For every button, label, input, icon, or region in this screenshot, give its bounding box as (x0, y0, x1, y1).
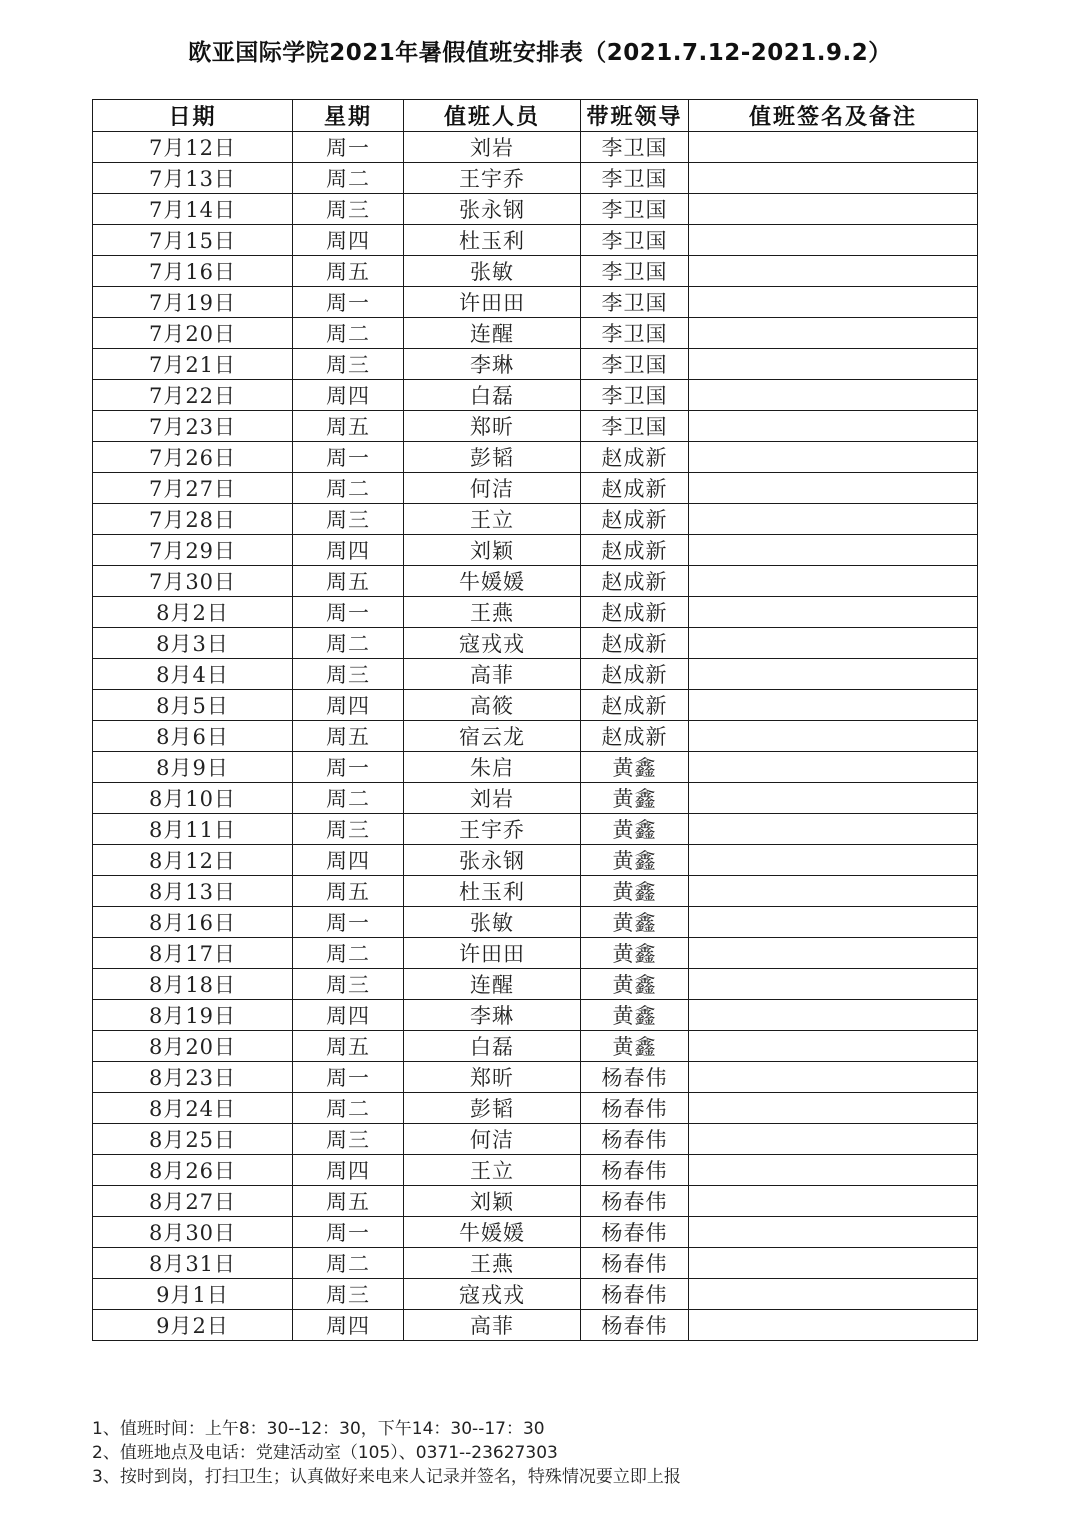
cell-leader: 李卫国 (581, 225, 689, 256)
cell-sign[interactable] (689, 969, 978, 1000)
cell-sign[interactable] (689, 659, 978, 690)
cell-leader: 李卫国 (581, 132, 689, 163)
cell-staff: 连醒 (404, 969, 581, 1000)
cell-date: 8月19日 (93, 1000, 293, 1031)
cell-leader: 赵成新 (581, 597, 689, 628)
table-row (93, 473, 978, 504)
cell-sign[interactable] (689, 535, 978, 566)
table-row (93, 628, 978, 659)
cell-leader: 李卫国 (581, 349, 689, 380)
cell-weekday: 周一 (293, 907, 404, 938)
cell-staff: 许田田 (404, 938, 581, 969)
cell-leader: 赵成新 (581, 566, 689, 597)
cell-sign[interactable] (689, 194, 978, 225)
cell-staff: 郑昕 (404, 411, 581, 442)
cell-weekday: 周五 (293, 1186, 404, 1217)
cell-staff: 杜玉利 (404, 225, 581, 256)
cell-date: 8月17日 (93, 938, 293, 969)
cell-staff: 连醒 (404, 318, 581, 349)
cell-staff: 张永钢 (404, 845, 581, 876)
cell-weekday: 周二 (293, 473, 404, 504)
cell-sign[interactable] (689, 938, 978, 969)
table-row (93, 1248, 978, 1279)
table-row (93, 442, 978, 473)
table-row (93, 1310, 978, 1341)
table-row (93, 752, 978, 783)
cell-leader: 杨春伟 (581, 1062, 689, 1093)
cell-sign[interactable] (689, 1124, 978, 1155)
table-row (93, 411, 978, 442)
cell-staff: 刘颖 (404, 535, 581, 566)
cell-date: 7月20日 (93, 318, 293, 349)
cell-leader: 杨春伟 (581, 1186, 689, 1217)
cell-weekday: 周四 (293, 1000, 404, 1031)
cell-sign[interactable] (689, 690, 978, 721)
cell-date: 7月30日 (93, 566, 293, 597)
note-requirements: 3、按时到岗，打扫卫生；认真做好来电来人记录并签名，特殊情况要立即上报 (92, 1467, 681, 1487)
cell-weekday: 周四 (293, 845, 404, 876)
table-row (93, 814, 978, 845)
cell-date: 9月2日 (93, 1310, 293, 1341)
cell-date: 7月15日 (93, 225, 293, 256)
cell-staff: 许田田 (404, 287, 581, 318)
cell-weekday: 周二 (293, 1093, 404, 1124)
table-row (93, 783, 978, 814)
column-header-weekday: 星期 (293, 100, 404, 132)
column-header-leader: 带班领导 (581, 100, 689, 132)
cell-date: 8月20日 (93, 1031, 293, 1062)
cell-staff: 张敏 (404, 256, 581, 287)
cell-date: 7月16日 (93, 256, 293, 287)
cell-sign[interactable] (689, 628, 978, 659)
cell-weekday: 周二 (293, 938, 404, 969)
table-row (93, 907, 978, 938)
cell-sign[interactable] (689, 132, 978, 163)
cell-sign[interactable] (689, 1279, 978, 1310)
cell-sign[interactable] (689, 597, 978, 628)
cell-sign[interactable] (689, 1310, 978, 1341)
table-row (93, 1279, 978, 1310)
cell-leader: 杨春伟 (581, 1217, 689, 1248)
cell-sign[interactable] (689, 380, 978, 411)
column-header-date: 日期 (93, 100, 293, 132)
cell-leader: 黄鑫 (581, 907, 689, 938)
cell-sign[interactable] (689, 473, 978, 504)
table-row (93, 194, 978, 225)
cell-leader: 黄鑫 (581, 752, 689, 783)
cell-leader: 黄鑫 (581, 814, 689, 845)
cell-leader: 黄鑫 (581, 845, 689, 876)
cell-weekday: 周一 (293, 1217, 404, 1248)
cell-date: 8月5日 (93, 690, 293, 721)
cell-leader: 赵成新 (581, 721, 689, 752)
cell-sign[interactable] (689, 225, 978, 256)
cell-leader: 李卫国 (581, 256, 689, 287)
cell-leader: 黄鑫 (581, 1031, 689, 1062)
cell-weekday: 周一 (293, 132, 404, 163)
cell-sign[interactable] (689, 1000, 978, 1031)
cell-date: 8月13日 (93, 876, 293, 907)
cell-date: 8月11日 (93, 814, 293, 845)
cell-weekday: 周三 (293, 349, 404, 380)
notes-section (92, 1417, 681, 1489)
cell-leader: 赵成新 (581, 504, 689, 535)
cell-staff: 张敏 (404, 907, 581, 938)
cell-sign[interactable] (689, 814, 978, 845)
cell-sign[interactable] (689, 163, 978, 194)
column-header-sign: 值班签名及备注 (689, 100, 978, 132)
cell-date: 8月26日 (93, 1155, 293, 1186)
cell-staff: 刘岩 (404, 783, 581, 814)
cell-sign[interactable] (689, 1217, 978, 1248)
cell-weekday: 周五 (293, 256, 404, 287)
table-row (93, 132, 978, 163)
table-row (93, 163, 978, 194)
cell-staff: 王宇乔 (404, 163, 581, 194)
cell-leader: 杨春伟 (581, 1248, 689, 1279)
cell-date: 9月1日 (93, 1279, 293, 1310)
cell-weekday: 周五 (293, 876, 404, 907)
cell-staff: 张永钢 (404, 194, 581, 225)
cell-weekday: 周三 (293, 969, 404, 1000)
cell-sign[interactable] (689, 907, 978, 938)
cell-staff: 彭韬 (404, 1093, 581, 1124)
cell-staff: 高筱 (404, 690, 581, 721)
cell-weekday: 周三 (293, 1124, 404, 1155)
cell-staff: 牛媛媛 (404, 566, 581, 597)
page-title: 欧亚国际学院2021年暑假值班安排表（2021.7.12-2021.9.2） (188, 40, 892, 66)
cell-sign[interactable] (689, 566, 978, 597)
cell-leader: 李卫国 (581, 380, 689, 411)
table-row (93, 1000, 978, 1031)
cell-date: 8月25日 (93, 1124, 293, 1155)
cell-sign[interactable] (689, 504, 978, 535)
cell-date: 7月28日 (93, 504, 293, 535)
cell-leader: 赵成新 (581, 690, 689, 721)
cell-staff: 何洁 (404, 473, 581, 504)
duty-schedule-table (92, 99, 978, 1341)
cell-date: 7月22日 (93, 380, 293, 411)
table-row (93, 225, 978, 256)
cell-staff: 白磊 (404, 1031, 581, 1062)
cell-sign[interactable] (689, 721, 978, 752)
table-row (93, 876, 978, 907)
cell-staff: 寇戎戎 (404, 1279, 581, 1310)
cell-leader: 杨春伟 (581, 1279, 689, 1310)
cell-weekday: 周一 (293, 442, 404, 473)
cell-date: 8月3日 (93, 628, 293, 659)
cell-leader: 黄鑫 (581, 969, 689, 1000)
table-row (93, 1093, 978, 1124)
cell-date: 8月6日 (93, 721, 293, 752)
cell-date: 7月12日 (93, 132, 293, 163)
cell-sign[interactable] (689, 1248, 978, 1279)
cell-leader: 黄鑫 (581, 783, 689, 814)
cell-date: 7月29日 (93, 535, 293, 566)
table-row (93, 380, 978, 411)
cell-sign[interactable] (689, 287, 978, 318)
cell-sign[interactable] (689, 442, 978, 473)
cell-leader: 赵成新 (581, 535, 689, 566)
cell-leader: 赵成新 (581, 628, 689, 659)
table-row (93, 969, 978, 1000)
cell-date: 7月14日 (93, 194, 293, 225)
cell-staff: 白磊 (404, 380, 581, 411)
cell-date: 8月10日 (93, 783, 293, 814)
table-row (93, 256, 978, 287)
cell-staff: 王宇乔 (404, 814, 581, 845)
cell-sign[interactable] (689, 845, 978, 876)
table-row (93, 504, 978, 535)
table-row (93, 1062, 978, 1093)
cell-sign[interactable] (689, 1031, 978, 1062)
cell-sign[interactable] (689, 1186, 978, 1217)
table-row (93, 597, 978, 628)
cell-weekday: 周一 (293, 597, 404, 628)
cell-weekday: 周一 (293, 287, 404, 318)
cell-sign[interactable] (689, 783, 978, 814)
cell-date: 8月2日 (93, 597, 293, 628)
cell-weekday: 周四 (293, 1310, 404, 1341)
cell-date: 8月23日 (93, 1062, 293, 1093)
cell-sign[interactable] (689, 318, 978, 349)
cell-date: 8月31日 (93, 1248, 293, 1279)
cell-staff: 刘岩 (404, 132, 581, 163)
table-row (93, 349, 978, 380)
cell-weekday: 周四 (293, 535, 404, 566)
cell-leader: 杨春伟 (581, 1124, 689, 1155)
cell-sign[interactable] (689, 1093, 978, 1124)
cell-staff: 李琳 (404, 349, 581, 380)
cell-weekday: 周三 (293, 504, 404, 535)
cell-staff: 王立 (404, 1155, 581, 1186)
cell-weekday: 周二 (293, 783, 404, 814)
cell-date: 8月30日 (93, 1217, 293, 1248)
cell-leader: 杨春伟 (581, 1310, 689, 1341)
cell-staff: 宿云龙 (404, 721, 581, 752)
cell-weekday: 周二 (293, 163, 404, 194)
cell-leader: 李卫国 (581, 287, 689, 318)
cell-weekday: 周一 (293, 752, 404, 783)
table-row (93, 938, 978, 969)
cell-staff: 郑昕 (404, 1062, 581, 1093)
cell-staff: 刘颖 (404, 1186, 581, 1217)
table-row (93, 845, 978, 876)
table-row (93, 287, 978, 318)
cell-weekday: 周三 (293, 194, 404, 225)
table-body (93, 132, 978, 1341)
cell-leader: 黄鑫 (581, 1000, 689, 1031)
cell-weekday: 周五 (293, 411, 404, 442)
cell-date: 8月18日 (93, 969, 293, 1000)
cell-staff: 王燕 (404, 1248, 581, 1279)
cell-leader: 赵成新 (581, 442, 689, 473)
cell-staff: 寇戎戎 (404, 628, 581, 659)
table-header-row (93, 100, 978, 132)
cell-weekday: 周三 (293, 1279, 404, 1310)
cell-date: 8月12日 (93, 845, 293, 876)
cell-date: 7月19日 (93, 287, 293, 318)
cell-date: 8月4日 (93, 659, 293, 690)
cell-staff: 王燕 (404, 597, 581, 628)
cell-staff: 杜玉利 (404, 876, 581, 907)
cell-date: 8月24日 (93, 1093, 293, 1124)
cell-leader: 李卫国 (581, 411, 689, 442)
cell-staff: 何洁 (404, 1124, 581, 1155)
cell-staff: 王立 (404, 504, 581, 535)
table-row (93, 566, 978, 597)
cell-staff: 牛媛媛 (404, 1217, 581, 1248)
note-duty-time: 1、值班时间：上午8：30--12：30，下午14：30--17：30 (92, 1419, 545, 1439)
table-row (93, 1217, 978, 1248)
cell-date: 8月27日 (93, 1186, 293, 1217)
cell-staff: 彭韬 (404, 442, 581, 473)
cell-weekday: 周三 (293, 814, 404, 845)
cell-staff: 高菲 (404, 1310, 581, 1341)
cell-sign[interactable] (689, 411, 978, 442)
note-location-phone: 2、值班地点及电话：党建活动室（105）、0371--23627303 (92, 1443, 558, 1463)
cell-leader: 杨春伟 (581, 1093, 689, 1124)
table-row (93, 690, 978, 721)
cell-weekday: 周二 (293, 1248, 404, 1279)
table-row (93, 721, 978, 752)
cell-date: 7月13日 (93, 163, 293, 194)
cell-leader: 杨春伟 (581, 1155, 689, 1186)
cell-weekday: 周四 (293, 1155, 404, 1186)
cell-weekday: 周三 (293, 659, 404, 690)
cell-leader: 李卫国 (581, 194, 689, 225)
cell-date: 8月16日 (93, 907, 293, 938)
cell-date: 7月27日 (93, 473, 293, 504)
cell-weekday: 周四 (293, 690, 404, 721)
cell-weekday: 周五 (293, 1031, 404, 1062)
cell-sign[interactable] (689, 256, 978, 287)
cell-weekday: 周五 (293, 566, 404, 597)
cell-weekday: 周五 (293, 721, 404, 752)
table-row (93, 1186, 978, 1217)
column-header-staff: 值班人员 (404, 100, 581, 132)
table-row (93, 318, 978, 349)
cell-date: 7月23日 (93, 411, 293, 442)
cell-staff: 朱启 (404, 752, 581, 783)
table-row (93, 1031, 978, 1062)
cell-leader: 李卫国 (581, 163, 689, 194)
cell-staff: 李琳 (404, 1000, 581, 1031)
cell-sign[interactable] (689, 1062, 978, 1093)
cell-date: 8月9日 (93, 752, 293, 783)
cell-sign[interactable] (689, 752, 978, 783)
cell-staff: 高菲 (404, 659, 581, 690)
table-row (93, 659, 978, 690)
cell-weekday: 周二 (293, 628, 404, 659)
cell-date: 7月26日 (93, 442, 293, 473)
cell-leader: 赵成新 (581, 473, 689, 504)
cell-sign[interactable] (689, 876, 978, 907)
cell-leader: 赵成新 (581, 659, 689, 690)
cell-date: 7月21日 (93, 349, 293, 380)
table-row (93, 535, 978, 566)
cell-weekday: 周四 (293, 380, 404, 411)
cell-weekday: 周四 (293, 225, 404, 256)
cell-leader: 黄鑫 (581, 938, 689, 969)
table-row (93, 1124, 978, 1155)
table-row (93, 1155, 978, 1186)
cell-weekday: 周二 (293, 318, 404, 349)
cell-sign[interactable] (689, 349, 978, 380)
cell-leader: 李卫国 (581, 318, 689, 349)
cell-weekday: 周一 (293, 1062, 404, 1093)
cell-sign[interactable] (689, 1155, 978, 1186)
cell-leader: 黄鑫 (581, 876, 689, 907)
